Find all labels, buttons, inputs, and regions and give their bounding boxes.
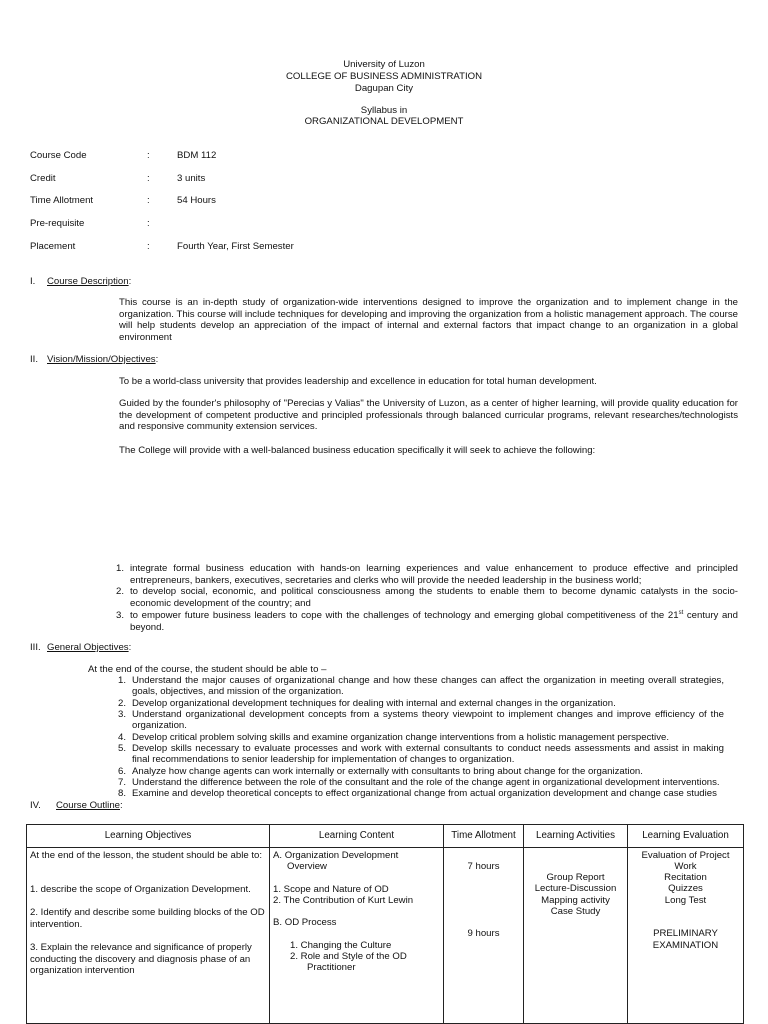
list-item: 1. integrate formal business education with hands-on learning experiences and value enhancement to produce effective and principled entrepreneurs, bankers, executives, secretaries and clerks who will provide the needed leadership in the business world; — [116, 563, 738, 586]
list-item: 3. to empower future business leaders to cope with the challenges of technology and emerging global competitiveness of the 21st century and beyond. — [116, 609, 738, 633]
cell-text: 2. Identify and describe some building blocks of the OD intervention. — [30, 907, 265, 930]
table-row — [27, 848, 744, 1024]
list-item: 7. Understand the difference between the role of the consultant and the role of the change agent in organizational development interventions. — [118, 776, 720, 788]
activities-cell — [524, 848, 628, 1024]
section-title: Vision/Mission/Objectives — [47, 354, 156, 365]
info-colon: : — [147, 195, 150, 206]
cell-text: 7 hours — [467, 861, 500, 872]
info-colon: : — [147, 218, 150, 229]
list-item: 5. Develop skills necessary to evaluate processes and work with external consultants to conduct needs assessments and assist in making final recommendations to senior leadership for implementation of changes to organization. — [118, 742, 724, 766]
info-label: Pre-requisite — [30, 218, 85, 229]
section-heading-course-outline — [30, 800, 123, 812]
cell-text: 1. Scope and Nature of OD — [273, 884, 389, 895]
cell-text: Group Report — [546, 872, 605, 883]
list-item: 3. Understand organizational development concepts from a systems theory viewpoint to implement changes and improve efficiency of the organization. — [118, 708, 724, 732]
college-name: COLLEGE OF BUSINESS ADMINISTRATION — [286, 71, 482, 82]
evaluation-cell — [628, 848, 744, 1024]
info-label: Course Code — [30, 150, 87, 161]
list-item: 4. Develop critical problem solving skills and examine organization change interventions from a holistic management perspective. — [118, 731, 669, 743]
cell-text: Case Study — [550, 906, 601, 917]
list-item: 1. Understand the major causes of organizational change and how these changes can affect the organization in meeting overall strategies, goals, objectives, and mission of the organization. — [118, 675, 724, 698]
section-title: Course Description — [47, 276, 129, 287]
objectives-cell — [27, 848, 270, 1024]
cell-text: Recitation — [664, 872, 707, 883]
section-number: I. — [30, 276, 36, 287]
time-cell — [444, 848, 524, 1024]
section-heading-course-description — [30, 276, 131, 288]
column-header: Time Allotment — [444, 825, 524, 848]
table-header-row — [27, 825, 744, 848]
info-colon: : — [147, 173, 150, 184]
info-label: Credit — [30, 173, 56, 184]
cell-text: PRELIMINARY — [653, 928, 718, 939]
column-header: Learning Objectives — [27, 825, 270, 848]
cell-text: Practitioner — [307, 962, 356, 973]
list-item: 6. Analyze how change agents can work internally or externally with consultants to bring about change for the organization. — [118, 765, 643, 777]
syllabus-label: Syllabus in — [360, 105, 408, 116]
college-objectives-list — [116, 563, 738, 633]
list-item: 2. to develop social, economic, and political consciousness among the students to enable them to become dynamic catalysts in the socio-economic development of the country; and — [116, 586, 738, 610]
general-objectives-list — [118, 675, 724, 799]
section-colon: : — [120, 800, 123, 811]
cell-text: B. OD Process — [273, 917, 337, 928]
info-value: BDM 112 — [177, 150, 217, 161]
section-number: IV. — [30, 800, 41, 811]
cell-text: 1. describe the scope of Organization Development. — [30, 884, 251, 895]
cell-text: 2. The Contribution of Kurt Lewin — [273, 895, 414, 906]
cell-text: EXAMINATION — [652, 940, 719, 951]
section-number: II. — [30, 354, 38, 365]
city-name: Dagupan City — [354, 83, 414, 94]
info-label: Time Allotment — [30, 195, 94, 206]
cell-text: Lecture-Discussion — [534, 883, 617, 894]
cell-text: Quizzes — [668, 883, 703, 894]
info-value: 3 units — [177, 173, 206, 184]
column-header: Learning Activities — [524, 825, 628, 848]
cell-text: 9 hours — [467, 928, 500, 939]
college-statement: The College will provide with a well-balanced business education specifically it will seek to achieve the following: — [119, 445, 596, 456]
subject-title: ORGANIZATIONAL DEVELOPMENT — [304, 116, 464, 127]
section-number: III. — [30, 642, 41, 653]
cell-text: Overview — [287, 861, 327, 872]
cell-text: A. Organization Development — [273, 850, 399, 861]
cell-text: 2. Role and Style of the OD — [290, 951, 407, 962]
list-item: 2. Develop organizational development techniques for dealing with internal and external changes in the organization. — [118, 697, 616, 709]
info-value: Fourth Year, First Semester — [177, 241, 294, 252]
mission-statement: Guided by the founder's philosophy of "Perecias y Valias" the University of Luzon, as a center of higher learning, will provide quality education for the development of competent productive and principled professionals through balanced curricular programs, relevant researches/technologists and responsive community extension services. — [119, 398, 738, 433]
cell-text: Evaluation of Project — [641, 850, 730, 861]
section-title: Course Outline — [56, 800, 120, 811]
cell-text: 1. Changing the Culture — [290, 940, 392, 951]
section-colon: : — [155, 354, 159, 365]
cell-text: At the end of the lesson, the student should be able to: — [30, 850, 263, 861]
column-header: Learning Evaluation — [628, 825, 744, 848]
general-intro: At the end of the course, the student should be able to – — [88, 664, 327, 675]
course-description: This course is an in-depth study of organization-wide interventions designed to improve the organization and to implement change in the organization. This course will include techniques for developing and improving the organization from a holistic management approach. The course will help students develop an appreciation of the impact of internal and external factors that impact change to an organization in a global environment — [119, 297, 738, 344]
university-name: University of Luzon — [343, 59, 425, 70]
section-heading-vision — [30, 354, 158, 366]
cell-text: Mapping activity — [541, 895, 610, 906]
section-colon: : — [128, 642, 132, 653]
column-header: Learning Content — [270, 825, 444, 848]
vision-statement: To be a world-class university that provides leadership and excellence in education for total human development. — [119, 376, 597, 387]
section-heading-general-objectives — [30, 642, 131, 654]
info-label: Placement — [30, 241, 76, 252]
info-colon: : — [147, 150, 150, 161]
cell-text: 3. Explain the relevance and significance of properly conducting the discovery and diagnosis phase of an organization intervention — [30, 942, 252, 977]
section-colon: : — [128, 276, 132, 287]
content-cell — [270, 848, 444, 1024]
section-title: General Objectives — [47, 642, 129, 653]
list-item: 8. Examine and develop theoretical concepts to effect organizational change from actual organization development and change case studies — [118, 788, 717, 800]
info-value: 54 Hours — [177, 195, 216, 206]
cell-text: Long Test — [664, 895, 707, 906]
cell-text: Work — [674, 861, 697, 872]
course-outline-table — [26, 824, 744, 1024]
info-colon: : — [147, 241, 150, 252]
